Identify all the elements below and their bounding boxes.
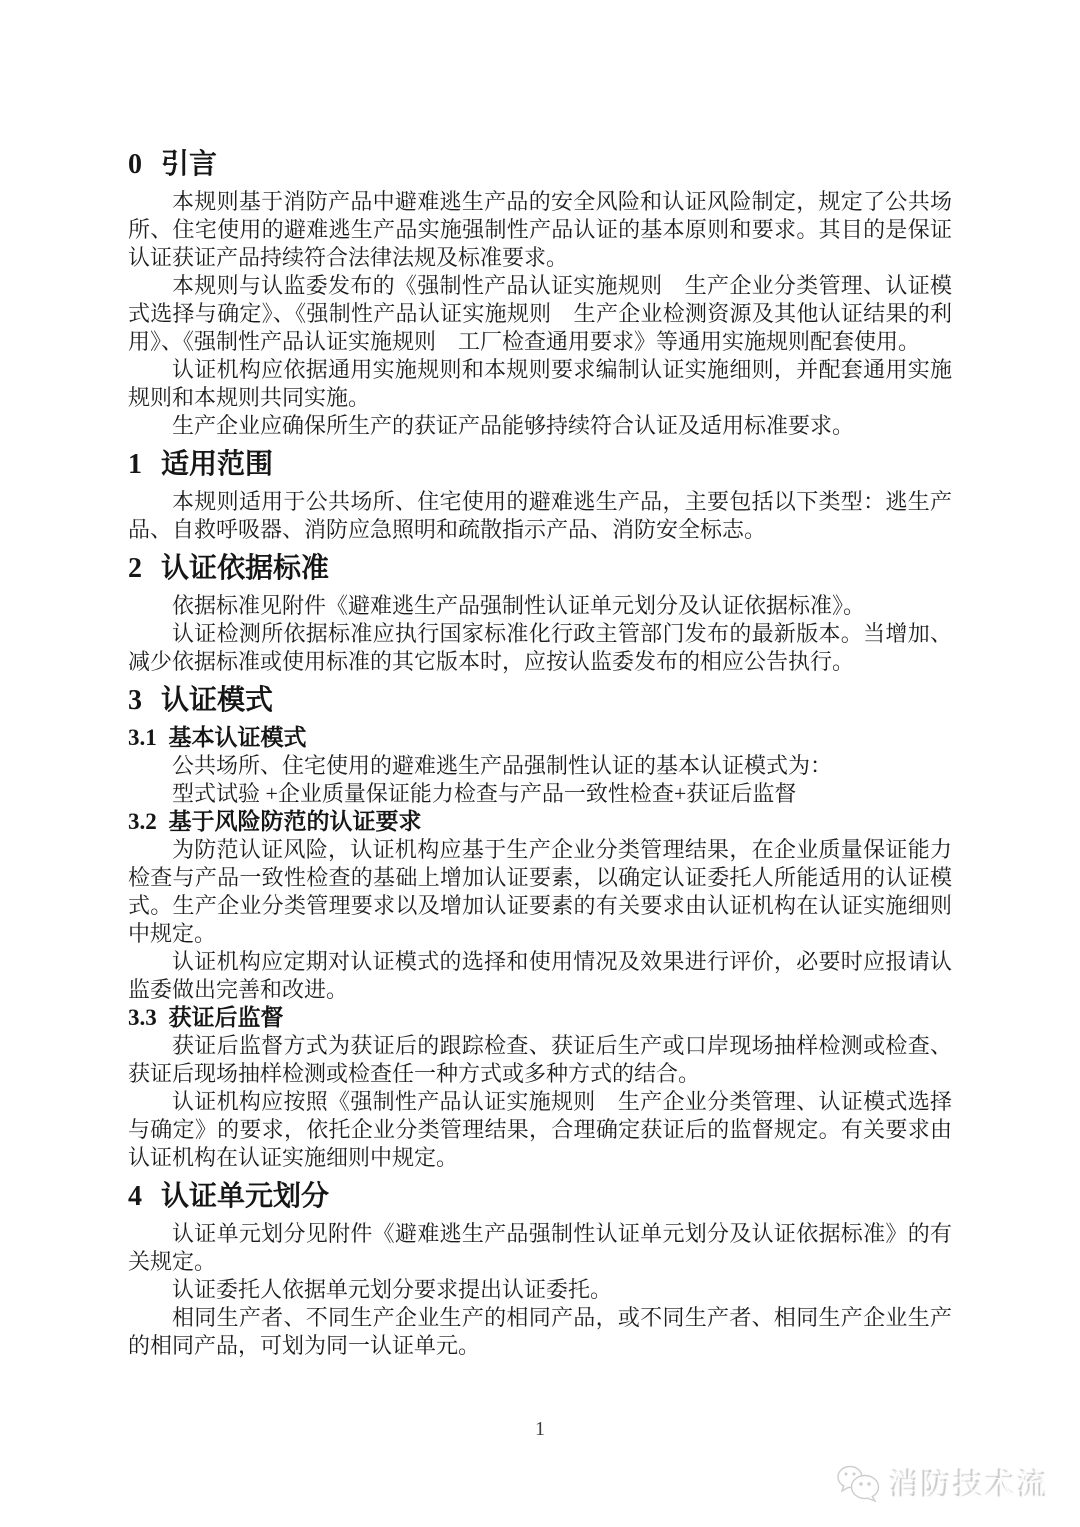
paragraph: 认证委托人依据单元划分要求提出认证委托。 [172, 1277, 613, 1302]
section-heading: 0 引言 [128, 149, 218, 180]
section-introduction [128, 148, 952, 440]
paragraph: 公共场所、住宅使用的避难逃生产品强制性认证的基本认证模式为： [172, 753, 833, 778]
paragraph: 生产企业应确保所生产的获证产品能够持续符合认证及适用标准要求。 [172, 413, 855, 438]
paragraph: 本规则基于消防产品中避难逃生产品的安全风险和认证风险制定，规定了公共场所、住宅使用的避难逃生产品实施强制性产品认证的基本原则和要求。其目的是保证认证获证产品持续符合法律法规及标准要求。 [128, 189, 952, 270]
subsection-heading-post-certification: 3.3 获证后监督 [128, 1005, 284, 1030]
paragraph: 认证机构应依据通用实施规则和本规则要求编制认证实施细则，并配套通用实施规则和本规则共同实施。 [128, 357, 952, 410]
subsection-heading-risk-requirements: 3.2 基于风险防范的认证要求 [128, 809, 422, 834]
section-heading: 2 认证依据标准 [128, 553, 330, 584]
watermark-label: 消防技术流 [890, 1470, 1050, 1503]
paragraph: 认证机构应定期对认证模式的选择和使用情况及效果进行评价，必要时应报请认监委做出完善和改进。 [128, 949, 952, 1002]
page-number: 1 [535, 1418, 545, 1440]
subsection-heading-basic-mode: 3.1 基本认证模式 [128, 725, 307, 750]
section-heading: 3 认证模式 [128, 685, 274, 716]
paragraph: 本规则与认监委发布的《强制性产品认证实施规则 生产企业分类管理、认证模式选择与确定》、《强制性产品认证实施规则 生产企业检测资源及其他认证结果的利用》、《强制性产品认证实施规则 工厂检查通用要求》等通用实施规则配套使用。 [128, 273, 952, 354]
wechat-icon [836, 1464, 880, 1502]
section-certification-standards [128, 552, 952, 676]
section-certification-mode [128, 684, 952, 1172]
section-certification-units [128, 1180, 952, 1360]
section-heading: 1 适用范围 [128, 449, 274, 480]
paragraph: 获证后监督方式为获证后的跟踪检查、获证后生产或口岸现场抽样检测或检查、获证后现场抽样检测或检查任一种方式或多种方式的结合。 [128, 1033, 952, 1086]
paragraph: 认证机构应按照《强制性产品认证实施规则 生产企业分类管理、认证模式选择与确定》的要求，依托企业分类管理结果，合理确定获证后的监督规定。有关要求由认证机构在认证实施细则中规定。 [128, 1089, 952, 1170]
paragraph: 本规则适用于公共场所、住宅使用的避难逃生产品，主要包括以下类型：逃生产品、自救呼吸器、消防应急照明和疏散指示产品、消防安全标志。 [128, 489, 952, 542]
paragraph: 相同生产者、不同生产企业生产的相同产品，或不同生产者、相同生产企业生产的相同产品，可划为同一认证单元。 [128, 1305, 952, 1358]
section-heading: 4 认证单元划分 [128, 1181, 330, 1212]
paragraph: 认证单元划分见附件《避难逃生产品强制性认证单元划分及认证依据标准》的有关规定。 [128, 1221, 952, 1274]
watermark-banner [836, 1461, 1050, 1505]
paragraph: 为防范认证风险，认证机构应基于生产企业分类管理结果，在企业质量保证能力检查与产品一致性检查的基础上增加认证要素，以确定认证委托人所能适用的认证模式。生产企业分类管理要求以及增加认证要素的有关要求由认证机构在认证实施细则中规定。 [128, 837, 952, 946]
section-scope [128, 448, 952, 544]
paragraph: 型式试验 +企业质量保证能力检查与产品一致性检查+获证后监督 [172, 781, 797, 806]
paragraph: 认证检测所依据标准应执行国家标准化行政主管部门发布的最新版本。当增加、减少依据标准或使用标准的其它版本时，应按认监委发布的相应公告执行。 [128, 621, 952, 674]
paragraph: 依据标准见附件《避难逃生产品强制性认证单元划分及认证依据标准》。 [172, 593, 866, 618]
